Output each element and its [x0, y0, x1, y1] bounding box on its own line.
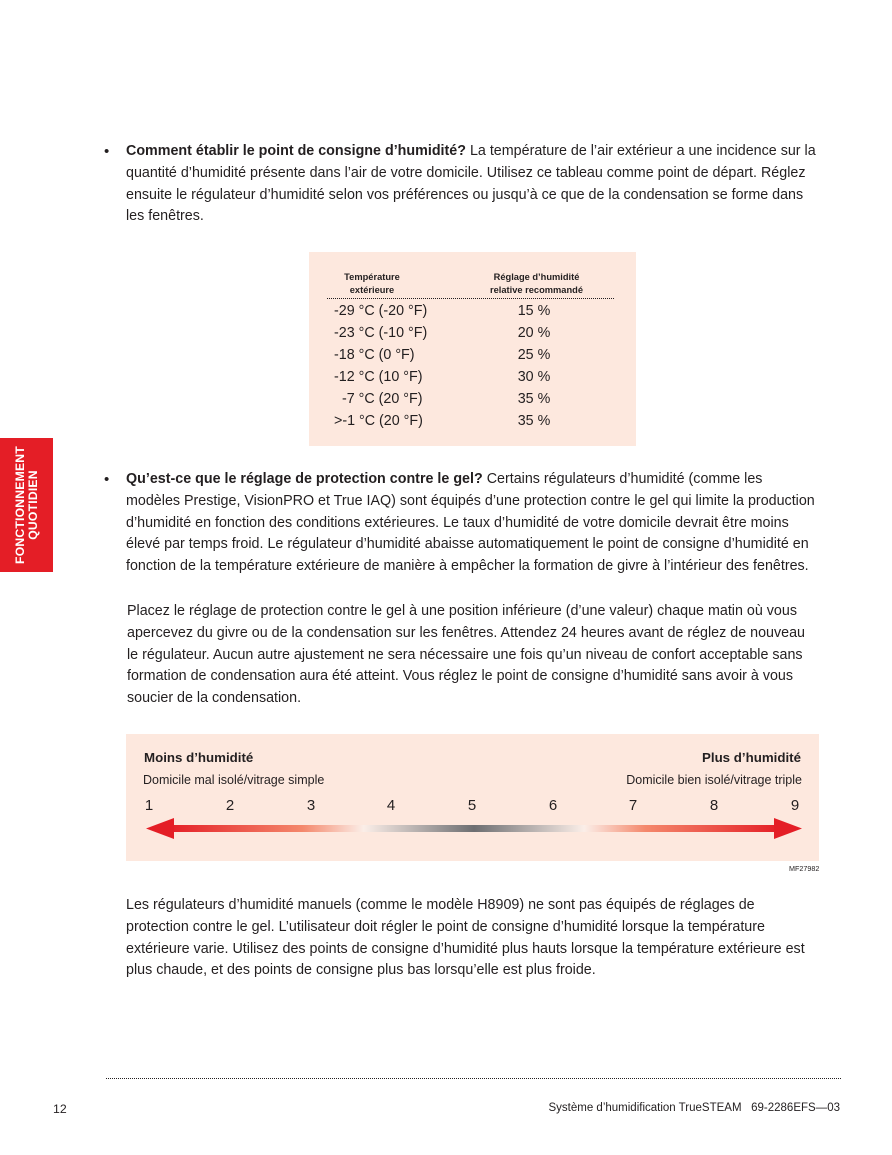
section2-line: fonction de la température extérieure de manière à empêcher la formation de givre à l’intérieur des fenêtres. — [126, 558, 809, 575]
paragraph-line: Placez le réglage de protection contre le gel à une position inférieure (d’une valeur) chaque matin où vous — [127, 603, 797, 619]
table-cell-temperature: -23 °C (-10 °F) — [334, 325, 428, 341]
section-side-tab — [0, 438, 53, 572]
table-cell-humidity: 35 % — [517, 413, 551, 429]
section2-line: élevé par temps froid. Le régulateur d’humidité abaisse automatiquement le point de consigne d’humidité en — [126, 536, 809, 553]
document-footer — [549, 1102, 841, 1114]
scale-number: 6 — [548, 797, 558, 814]
section2-lead: Qu’est-ce que le réglage de protection contre le gel? — [126, 471, 483, 487]
manual-regulators-paragraph — [126, 895, 846, 982]
document-code: 69-2286EFS—03 — [751, 1102, 840, 1114]
section1-line — [126, 141, 846, 163]
paragraph-line: plus chaude, et des points de consigne plus bas lorsqu’elle est plus froide. — [126, 962, 596, 979]
header-temperature-line1: Température — [344, 272, 400, 282]
scale-number: 8 — [709, 797, 719, 814]
scale-number: 3 — [306, 797, 316, 814]
document-title: Système d’humidification TrueSTEAM — [548, 1102, 742, 1114]
table-cell-temperature: -29 °C (-20 °F) — [334, 303, 428, 319]
bullet: • — [104, 471, 110, 488]
scale-number: 1 — [144, 797, 154, 814]
header-divider — [327, 298, 614, 299]
double-arrow-gradient — [144, 816, 804, 842]
table-cell-humidity: 35 % — [517, 391, 551, 407]
humidity-scale-figure — [126, 734, 819, 861]
section1-lead: Comment établir le point de consigne d’humidité? — [126, 143, 466, 159]
section2-line-text: Certains régulateurs d’humidité (comme les — [482, 471, 763, 487]
table-cell-temperature: -7 °C (20 °F) — [334, 391, 423, 407]
bullet: • — [104, 143, 110, 160]
paragraph-line: soucier de la condensation. — [127, 690, 302, 707]
table-cell-temperature: >-1 °C (20 °F) — [334, 413, 423, 429]
well-insulated-label: Domicile bien isolé/vitrage triple — [626, 773, 802, 787]
paragraph-line: protection contre le gel. L’utilisateur doit régler le point de consigne d’humidité lorsque la température — [126, 918, 765, 935]
section1-line: les fenêtres. — [126, 208, 204, 225]
poorly-insulated-label: Domicile mal isolé/vitrage simple — [143, 773, 325, 787]
table-cell-temperature: -18 °C (0 °F) — [334, 347, 415, 363]
page-number: 12 — [53, 1102, 67, 1116]
section1-line: ensuite le régulateur d’humidité selon vos préférences ou jusqu’à ce que de la condensation se forme dans — [126, 186, 804, 203]
section1-text — [126, 141, 846, 228]
figure-code: MF27982 — [789, 864, 820, 873]
header-temperature — [327, 271, 417, 297]
side-tab-label — [14, 446, 40, 564]
section1-line-text: La température de l’air extérieur a une incidence sur la — [465, 143, 816, 159]
more-humidity-heading: Plus d’humidité — [702, 750, 801, 765]
header-humidity-setting — [479, 271, 594, 297]
section2-line — [126, 469, 846, 491]
side-tab-line2: QUOTIDIEN — [25, 470, 40, 540]
scale-number: 7 — [628, 797, 638, 814]
table-cell-humidity: 30 % — [517, 369, 551, 385]
paragraph-line: Les régulateurs d’humidité manuels (comme le modèle H8909) ne sont pas équipés de réglages de — [126, 897, 755, 913]
paragraph-line: le régulateur. Aucun autre ajustement ne sera nécessaire une fois qu’un niveau de confort acceptable sans — [127, 646, 803, 663]
header-setting-line2: relative recommandé — [489, 285, 583, 295]
section2-line: d’humidité en fonction des conditions extérieures. Le taux d’humidité de votre domicile devrait être moins — [126, 514, 789, 531]
section2-text — [126, 469, 846, 578]
side-tab-line1: FONCTIONNEMENT — [12, 446, 27, 564]
table-cell-humidity: 15 % — [517, 303, 551, 319]
section1-line: quantité d’humidité présente dans l’air de votre domicile. Utilisez ce tableau comme point de départ. Réglez — [126, 164, 806, 181]
section2-line: modèles Prestige, VisionPRO et True IAQ) sont équipés d’une protection contre le gel qui limite la production — [126, 492, 815, 509]
scale-number: 4 — [386, 797, 396, 814]
paragraph-line: formation de condensation aura été atteint. Vous réglez le point de consigne d’humidité sans avoir à vous — [127, 668, 794, 685]
scale-number: 9 — [790, 797, 800, 814]
less-humidity-heading: Moins d’humidité — [144, 750, 254, 765]
footer-divider — [106, 1078, 841, 1079]
table-cell-temperature: -12 °C (10 °F) — [334, 369, 423, 385]
paragraph-line: apercevez du givre ou de la condensation sur les fenêtres. Attendez 24 heures avant de réglez de nouveau — [127, 624, 805, 641]
frost-protection-paragraph — [127, 601, 847, 710]
paragraph-line: extérieure varie. Utilisez des points de consigne d’humidité plus hauts lorsque la température extérieure est — [126, 940, 805, 957]
table-cell-humidity: 20 % — [517, 325, 551, 341]
humidity-table — [309, 252, 636, 446]
scale-number: 5 — [467, 797, 477, 814]
scale-number: 2 — [225, 797, 235, 814]
header-setting-line1: Réglage d’humidité — [493, 272, 580, 282]
table-cell-humidity: 25 % — [517, 347, 551, 363]
header-temperature-line2: extérieure — [349, 285, 395, 295]
